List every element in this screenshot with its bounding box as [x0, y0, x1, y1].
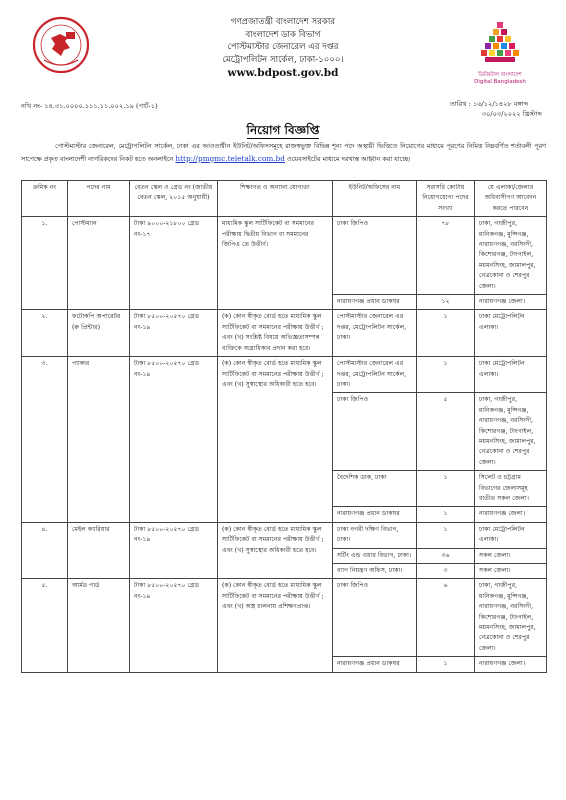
digital-bangladesh-english: Digital Bangladesh	[474, 79, 526, 85]
cell-vacancy-count: ১	[417, 310, 475, 357]
cell-vacancy-count: ১	[417, 471, 475, 507]
website[interactable]: www.bdpost.gov.bd	[227, 67, 339, 80]
cell-unit: সর্টিং এন্ড ওয়ার বিভাগ, ঢাকা।	[333, 548, 417, 563]
cell-eligible-area: ঢাকা, গাজীপুর, মানিকগঞ্জ, মুন্সিগঞ্জ, নারায়ণগঞ্জ, নরসিংদী, কিশোরগঞ্জ, টাংগাইল, ময়মনসিংহ, জামালপুর, নেত্রকোনা ও শেরপুর জেলা।	[475, 579, 547, 657]
cell-pay-scale: টাকা ৯০০০-২১৮০০ গ্রেড নং-১৭	[130, 217, 218, 310]
cell-unit: নারায়ণগঞ্জ প্রধান ডাকঘর	[333, 507, 417, 522]
cell-post-name: প্যাকার	[68, 357, 130, 523]
cell-vacancy-count: ১	[417, 357, 475, 393]
date-bangla: ১৬/১২/১৪২৮ বঙ্গাব্দ	[472, 100, 529, 108]
cell-eligible-area: ঢাকা, গাজীপুর, মানিকগঞ্জ, মুন্সিগঞ্জ, নারায়ণগঞ্জ, নরসিংদী, কিশোরগঞ্জ, টাংগাইল, ময়মনসিংহ, জামালপুর, নেত্রকোনা ও শেরপুর জেলা।	[475, 393, 547, 471]
table-row	[22, 522, 547, 548]
cell-eligible-area: নারায়ণগঞ্জ জেলা।	[475, 657, 547, 672]
cell-unit: ঢাকা জিপিও	[333, 393, 417, 471]
cell-unit: নারায়ণগঞ্জ প্রধান ডাকঘর	[333, 295, 417, 310]
table-body	[22, 217, 547, 672]
cell-vacancy-count: ৩	[417, 564, 475, 579]
cell-eligible-area: নারায়ণগঞ্জ জেলা।	[475, 507, 547, 522]
cell-vacancy-count: ৬	[417, 579, 475, 657]
cell-vacancy-count: ৩৬	[417, 548, 475, 563]
cell-eligible-area: সকল জেলা।	[475, 548, 547, 563]
cell-qualification: (ক) কোন স্বীকৃত বোর্ড হতে মাধ্যমিক স্কুল সার্টিফিকেট বা সমমানের পরীক্ষায় উত্তীর্ণ ; এবং (খ) অস্ত্র চালনায় প্রশিক্ষণপ্রাপ্ত।	[218, 579, 333, 672]
table-row	[22, 579, 547, 657]
memo-number: নথি নং- ১৪.৩১.০০০০.১১১.১১.০০২.১৯ (পার্ট-১)	[21, 102, 158, 110]
cell-unit: ব্যাগ নিয়ন্ত্রণ অফিস, ঢাকা।	[333, 564, 417, 579]
header-line-2: বাংলাদেশ ডাক বিভাগ	[245, 29, 321, 40]
cell-qualification: (ক) কোন স্বীকৃত বোর্ড হতে মাধ্যমিক স্কুল সার্টিফিকেট বা সমমানের পরীক্ষায় উত্তীর্ণ ; এবং (খ) সুস্বাস্থ্যের অধিকারী হতে হবে।	[218, 522, 333, 579]
cell-pay-scale: টাকা ৮৫০০-২০৫৭০ গ্রেড নং-১৯	[130, 357, 218, 523]
cell-serial: ৪.	[22, 522, 68, 579]
cell-vacancy-count: ৫	[417, 393, 475, 471]
header-line-4: মেট্রোপলিটন সার্কেল, ঢাকা-১০০০।	[222, 54, 344, 65]
header-line-1: গণপ্রজাতন্ত্রী বাংলাদেশ সরকার	[230, 17, 336, 27]
cell-unit: ঢাকা জিপিও	[333, 217, 417, 295]
col-pay-scale: বেতন স্কেল ও গ্রেড নং (জাতীয় বেতন স্কেল, ২০১৫ অনুযায়ী)	[130, 181, 218, 217]
cell-unit: পোস্টমাস্টার জেনারেল এর দপ্তর, মেট্রোপলিটন সার্কেল, ঢাকা।	[333, 357, 417, 393]
table-row	[22, 310, 547, 357]
cell-eligible-area: ঢাকা, গাজীপুর, মানিকগঞ্জ, মুন্সিগঞ্জ, নারায়ণগঞ্জ, নরসিংদী, কিশোরগঞ্জ, টাংগাইল, ময়মনসিংহ, জামালপুর, নেত্রকোনা ও শেরপুর জেলা।	[475, 217, 547, 295]
digital-bangladesh-logo-icon	[465, 18, 535, 88]
col-serial: ক্রমিক নং	[22, 181, 68, 217]
cell-serial: ২.	[22, 310, 68, 357]
col-eligible-area: যে এলাকা/জেলার অধিবাসীগণ আবেদন করতে পারবেন	[475, 181, 547, 217]
table-row	[22, 217, 547, 295]
cell-unit: ঢাকা জিপিও	[333, 579, 417, 657]
cell-vacancy-count: ১	[417, 522, 475, 548]
cell-post-name: ফটোকপি অপারেটর (রু প্রিন্টার)	[68, 310, 130, 357]
cell-serial: ৫.	[22, 579, 68, 672]
col-vacancy-count: সরাসরি কোটায় নিয়োগযোগ্য পদের সংখ্যা	[417, 181, 475, 217]
cell-vacancy-count: ১	[417, 507, 475, 522]
date-english: ৩০/০৩/২০২২ খ্রিস্টাব্দ	[481, 109, 542, 118]
paragraph-text: পোস্টমাস্টার জেনারেল, মেট্রোপলিটন সার্কেল, ঢাকা এর আওতাধীন ইউনিট/অফিসসমূহে রাজস্বভুক্ত বিভিন্ন শূন্য পদে অস্থায়ী ভিত্তিতে নিয়োগের মাধ্যমে পূরণের নিমিত্ত নিম্নবর্ণিত শর্তাবলী পূরণ সাপেক্ষে প্রকৃত বাংলাদেশী নাগরিকদের নিকট হতে অনলাইনে	[21, 142, 546, 163]
application-link[interactable]: http://pmgmc.teletalk.com.bd	[175, 153, 285, 163]
cell-eligible-area: সকল জেলা।	[475, 564, 547, 579]
cell-qualification: মাধ্যমিক স্কুল সার্টিফিকেট বা সমমানের পরীক্ষায় দ্বিতীয় বিভাগ বা সমমানের জিপিএ তে উত্তীর্ণ।	[218, 217, 333, 310]
cell-eligible-area: সিলেট ও চট্টগ্রাম বিভাগের জেলাসমূহ ব্যতীত সকল জেলা।	[475, 471, 547, 507]
date-block	[450, 100, 542, 119]
cell-post-name: মেইল ক্যারিয়ার	[68, 522, 130, 579]
col-post-name: পদের নাম	[68, 181, 130, 217]
header-line-3: পোস্টমাস্টার জেনারেল এর দপ্তর	[227, 42, 339, 53]
paragraph-text-end: ওয়েবসাইটের মাধ্যমে দরখাস্ত আহ্বান করা যাচ্ছে।	[286, 154, 411, 163]
cell-serial: ১.	[22, 217, 68, 310]
cell-eligible-area: ঢাকা মেট্রোপলিটন এলাকা।	[475, 310, 547, 357]
letterhead	[0, 0, 566, 100]
cell-unit: পোস্টমাস্টার জেনারেল এর দপ্তর, মেট্রোপলিটন সার্কেল, ঢাকা।	[333, 310, 417, 357]
cell-pay-scale: টাকা ৮৫০০-২০৫৭০ গ্রেড নং-১৯	[130, 579, 218, 672]
table-header-row	[22, 181, 547, 217]
vacancy-table	[21, 180, 547, 673]
office-header	[150, 16, 416, 80]
cell-qualification: (ক) কোন স্বীকৃত বোর্ড হতে মাধ্যমিক স্কুল সার্টিফিকেট বা সমমানের পরীক্ষায় উত্তীর্ণ ; এবং (খ) সুস্বাস্থ্যের অধিকারী হতে হবে।	[218, 357, 333, 523]
cell-pay-scale: টাকা ৮৫০০-২০৫৭০ গ্রেড নং-১৯	[130, 522, 218, 579]
cell-eligible-area: ঢাকা মেট্রোপলিটন এলাকা।	[475, 522, 547, 548]
cell-vacancy-count: ৭৮	[417, 217, 475, 295]
col-qualification: শিক্ষাগত ও অন্যান্য যোগ্যতা	[218, 181, 333, 217]
cell-eligible-area: ঢাকা মেট্রোপলিটন এলাকা।	[475, 357, 547, 393]
cell-unit: ঢাকা নগরী দক্ষিণ বিভাগ, ঢাকা।	[333, 522, 417, 548]
cell-vacancy-count: ১২	[417, 295, 475, 310]
cell-unit: নারায়ণগঞ্জ প্রধান ডাকঘর	[333, 657, 417, 672]
cell-post-name: পোস্টম্যান	[68, 217, 130, 310]
cell-vacancy-count: ১	[417, 657, 475, 672]
bangladesh-post-logo-icon	[32, 16, 90, 74]
table-row	[22, 357, 547, 393]
cell-unit: বৈদেশিক ডাক, ঢাকা	[333, 471, 417, 507]
cell-pay-scale: টাকা ৮৫০০-২০৫৭০ গ্রেড নং-১৯	[130, 310, 218, 357]
cell-qualification: (ক) কোন স্বীকৃত বোর্ড হতে মাধ্যমিক স্কুল সার্টিফিকেট বা সমমানের পরীক্ষায় উত্তীর্ণ ; এবং (খ) সংশ্লিষ্ট বিষয়ে অভিজ্ঞতাসম্পন্ন ব্যক্তিকে অগ্রাধিকার প্রদান করা হবে।	[218, 310, 333, 357]
digital-bangladesh-bangla: ডিজিটাল বাংলাদেশ	[478, 72, 522, 78]
cell-serial: ৩.	[22, 357, 68, 523]
col-unit: ইউনিট/অফিসের নাম	[333, 181, 417, 217]
cell-post-name: আর্মড গার্ড	[68, 579, 130, 672]
notice-title: নিয়োগ বিজ্ঞপ্তি	[246, 123, 320, 137]
notice-paragraph	[21, 141, 546, 166]
cell-eligible-area: নারায়ণগঞ্জ জেলা।	[475, 295, 547, 310]
date-label: তারিখ :	[449, 100, 471, 108]
